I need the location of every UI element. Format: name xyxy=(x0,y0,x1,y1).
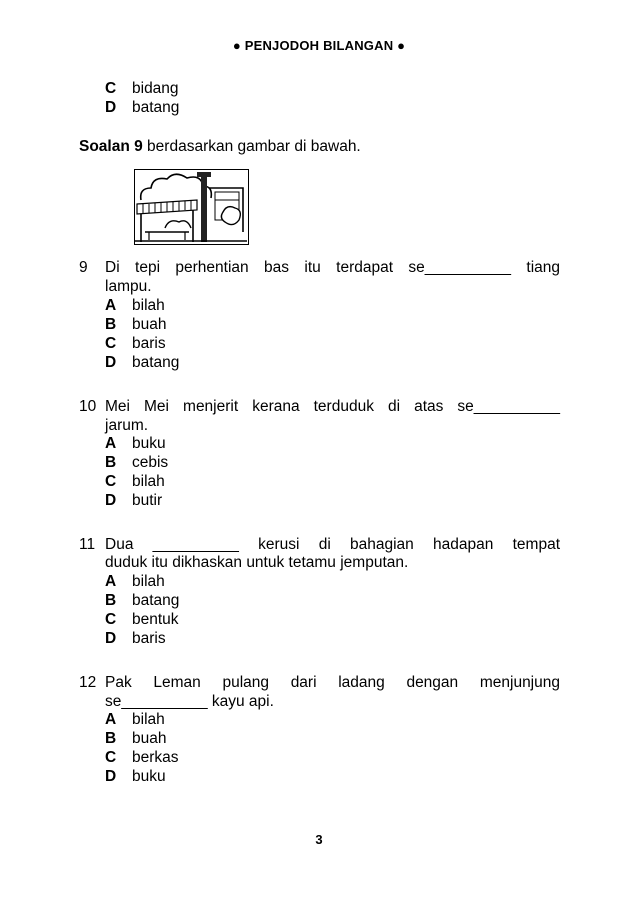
option-text: berkas xyxy=(132,749,179,766)
question-text-line2: se__________ kayu api. xyxy=(105,693,274,710)
option-text: cebis xyxy=(132,454,169,471)
option-letter: C xyxy=(105,473,117,490)
question-intro xyxy=(79,138,361,156)
option-text: buku xyxy=(132,768,166,785)
option-row xyxy=(105,296,165,315)
option-text: bilah xyxy=(132,297,165,314)
option-text: bilah xyxy=(132,573,165,590)
option-text: bentuk xyxy=(132,611,179,628)
option-row xyxy=(105,710,165,729)
page-header: ● PENJODOH BILANGAN ● xyxy=(232,38,406,53)
question-number: 12 xyxy=(79,674,97,691)
option-letter: D xyxy=(105,492,117,509)
option-text: buku xyxy=(132,435,166,452)
option-letter: C xyxy=(105,611,117,628)
option-row xyxy=(105,79,179,98)
question-text-line1: Pak Leman pulang dari ladang dengan menjunjung xyxy=(105,674,560,691)
option-row xyxy=(105,334,166,353)
option-letter: D xyxy=(105,768,117,785)
option-row xyxy=(105,98,179,117)
option-text: buah xyxy=(132,316,167,333)
option-letter: A xyxy=(105,711,117,728)
question-number: 10 xyxy=(79,398,97,415)
question-text-line2: jarum. xyxy=(105,417,149,434)
option-text: bidang xyxy=(132,80,179,97)
option-row xyxy=(105,353,179,372)
option-letter: A xyxy=(105,573,117,590)
option-letter: D xyxy=(105,99,117,116)
option-text: batang xyxy=(132,99,180,116)
option-row xyxy=(105,491,162,510)
option-row xyxy=(105,729,166,748)
bus-stop-lamp-post-icon xyxy=(135,170,247,243)
question-text-line1: Di tepi perhentian bas itu terdapat se__________ tiang xyxy=(105,259,560,276)
question-text-line1: Mei Mei menjerit kerana terduduk di atas se__________ xyxy=(105,398,560,415)
option-letter: A xyxy=(105,435,117,452)
question-text-line2: lampu. xyxy=(105,278,152,295)
option-text: buah xyxy=(132,730,167,747)
option-letter: C xyxy=(105,749,117,766)
option-row xyxy=(105,453,168,472)
option-text: baris xyxy=(132,630,166,647)
option-text: batang xyxy=(132,592,180,609)
option-letter: D xyxy=(105,630,117,647)
question-number: 11 xyxy=(79,536,96,553)
option-text: baris xyxy=(132,335,166,352)
option-letter: C xyxy=(105,335,117,352)
question-text-line1: Dua __________ kerusi di bahagian hadapan tempat xyxy=(105,536,560,553)
option-row xyxy=(105,315,166,334)
option-text: batang xyxy=(132,354,180,371)
option-row xyxy=(105,610,179,629)
option-row xyxy=(105,434,166,453)
option-letter: B xyxy=(105,592,117,609)
option-row xyxy=(105,472,165,491)
option-row xyxy=(105,572,165,591)
option-row xyxy=(105,629,166,648)
question-text-line2: duduk itu dikhaskan untuk tetamu jemputan. xyxy=(105,554,409,571)
option-letter: B xyxy=(105,316,117,333)
option-row xyxy=(105,748,179,767)
bus-stop-picture xyxy=(134,169,249,245)
intro-bold: Soalan 9 xyxy=(79,138,143,155)
option-text: butir xyxy=(132,492,163,509)
option-letter: B xyxy=(105,454,117,471)
option-row xyxy=(105,767,166,786)
option-letter: D xyxy=(105,354,117,371)
option-text: bilah xyxy=(132,711,165,728)
option-letter: A xyxy=(105,297,117,314)
question-number: 9 xyxy=(79,259,88,276)
intro-text: berdasarkan gambar di bawah. xyxy=(142,138,361,155)
option-row xyxy=(105,591,179,610)
option-letter: B xyxy=(105,730,117,747)
page-number: 3 xyxy=(315,832,323,847)
option-text: bilah xyxy=(132,473,165,490)
option-letter: C xyxy=(105,80,117,97)
